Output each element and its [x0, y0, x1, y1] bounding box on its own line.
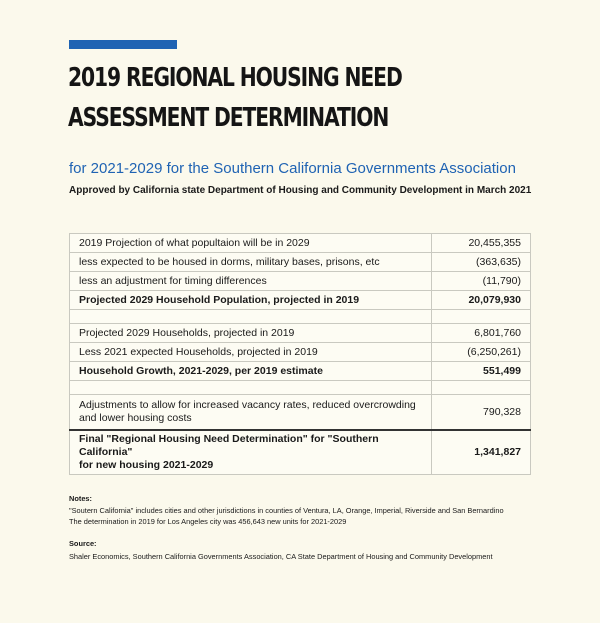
- notes-heading: Notes:: [69, 494, 92, 503]
- title-line-1: 2019 REGIONAL HOUSING NEED: [68, 63, 402, 93]
- table-row: [70, 343, 531, 362]
- row-label: Less 2021 expected Households, projected in 2019: [70, 343, 432, 362]
- table-row: [70, 395, 531, 431]
- title-line-2: ASSESSMENT DETERMINATION: [68, 103, 389, 133]
- row-value: 20,455,355: [432, 234, 531, 253]
- row-label-line-2: for new housing 2021-2029: [79, 459, 214, 471]
- row-label: less expected to be housed in dorms, military bases, prisons, etc: [70, 253, 432, 272]
- row-label: 2019 Projection of what popultaion will be in 2029: [70, 234, 432, 253]
- table-row: [70, 324, 531, 343]
- table-row-subtotal: [70, 362, 531, 381]
- source-text: Shaler Economics, Southern California Governments Association, CA State Department of Housing and Community Development: [69, 552, 493, 561]
- row-value: 6,801,760: [432, 324, 531, 343]
- row-label: [70, 395, 432, 431]
- row-label: Projected 2029 Households, projected in 2019: [70, 324, 432, 343]
- housing-need-table: [69, 233, 531, 475]
- table-spacer: [70, 381, 531, 395]
- row-value: (6,250,261): [432, 343, 531, 362]
- accent-bar: [69, 40, 177, 49]
- table-row-total: [70, 430, 531, 475]
- row-value: 551,499: [432, 362, 531, 381]
- row-label: less an adjustment for timing differences: [70, 272, 432, 291]
- table-row: [70, 272, 531, 291]
- notes-section: [69, 493, 504, 527]
- row-label: Projected 2029 Household Population, projected in 2019: [70, 291, 432, 310]
- note-line: The determination in 2019 for Los Angeles city was 456,643 new units for 2021-2029: [69, 517, 347, 526]
- page-title: [68, 58, 402, 138]
- table-row-subtotal: [70, 291, 531, 310]
- table-row: [70, 253, 531, 272]
- row-label: [70, 430, 432, 475]
- table-row: [70, 234, 531, 253]
- row-value: 1,341,827: [432, 430, 531, 475]
- source-section: [69, 538, 493, 562]
- row-label: Household Growth, 2021-2029, per 2019 estimate: [70, 362, 432, 381]
- subtitle: for 2021-2029 for the Southern California Governments Association: [69, 160, 516, 177]
- row-label-line-2: and lower housing costs: [79, 412, 192, 424]
- row-value: 20,079,930: [432, 291, 531, 310]
- table-spacer: [70, 310, 531, 324]
- approval-note: Approved by California state Department of Housing and Community Development in March 2021: [69, 185, 532, 196]
- row-value: (363,635): [432, 253, 531, 272]
- row-value: 790,328: [432, 395, 531, 431]
- source-heading: Source:: [69, 539, 97, 548]
- row-value: (11,790): [432, 272, 531, 291]
- note-line: "Soutern California" includes cities and other jurisdictions in counties of Ventura, LA, Orange, Imperial, Riverside and San Bernardino: [69, 506, 504, 515]
- row-label-line-1: Final "Regional Housing Need Determination" for "Southern California": [79, 433, 379, 458]
- row-label-line-1: Adjustments to allow for increased vacancy rates, reduced overcrowding: [79, 399, 416, 411]
